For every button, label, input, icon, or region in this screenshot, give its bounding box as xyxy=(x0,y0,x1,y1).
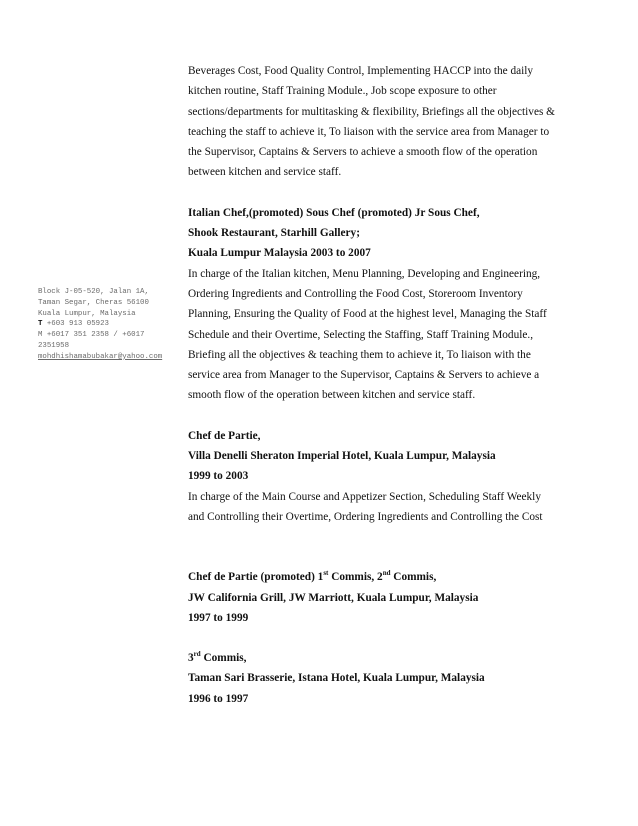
job-title: Chef de Partie (promoted) 1st Commis, 2nd Commis, xyxy=(188,569,437,584)
job-title: Chef de Partie, xyxy=(188,429,261,442)
job-dates: 1997 to 1999 xyxy=(188,611,249,624)
intro-paragraph xyxy=(188,61,568,183)
job-desc-line: Briefing all the objectives & teaching them to achieve it, To liaison with the xyxy=(188,348,531,361)
job-desc-line: Schedule and their Overtime, Selecting the Staffing, Staff Training Module., xyxy=(188,328,534,341)
job-entry-jw-california-grill xyxy=(188,567,568,628)
email-link[interactable]: mohdhishamabubakar@yahoo.com xyxy=(38,352,163,361)
mobile-line-2: 2351958 xyxy=(38,341,70,350)
mobile-line-1: M +6017 351 2358 / +6017 xyxy=(38,331,145,340)
job-desc-line: service area from Manager to the Supervisor, Captains & Servers to achieve a xyxy=(188,369,540,382)
intro-line: sections/departments for multitasking & flexibility, Briefings all the objectives & xyxy=(188,105,555,118)
job-place: JW California Grill, JW Marriott, Kuala Lumpur, Malaysia xyxy=(188,591,479,604)
job-title: 3rd Commis, xyxy=(188,650,247,665)
job-desc-line: Planning, Ensuring the Quality of Food at the highest level, Managing the Staff xyxy=(188,308,547,321)
experience-section xyxy=(188,61,568,709)
intro-line: Beverages Cost, Food Quality Control, Implementing HACCP into the daily xyxy=(188,65,534,77)
intro-line: kitchen routine, Staff Training Module., Job scope exposure to other xyxy=(188,85,497,98)
job-entry-italian-chef xyxy=(188,203,568,406)
job-dates: 1999 to 2003 xyxy=(188,470,249,483)
job-title: Italian Chef,(promoted) Sous Chef (promoted) Jr Sous Chef, xyxy=(188,206,480,219)
job-desc-line: smooth flow of the operation between kitchen and service staff. xyxy=(188,389,476,402)
job-dates: 1996 to 1997 xyxy=(188,692,249,705)
intro-line: between kitchen and service staff. xyxy=(188,166,342,179)
intro-line: the Supervisor, Captains & Servers to achieve a smooth flow of the operation xyxy=(188,146,538,159)
job-desc-line: In charge of the Italian kitchen, Menu Planning, Developing and Engineering, xyxy=(188,267,541,280)
job-entry-chef-de-partie xyxy=(188,426,568,527)
job-desc-line: and Controlling their Overtime, Ordering Ingredients and Controlling the Cost xyxy=(188,510,543,523)
job-place: Shook Restaurant, Starhill Gallery; xyxy=(188,227,360,240)
job-place: Villa Denelli Sheraton Imperial Hotel, Kuala Lumpur, Malaysia xyxy=(188,450,496,463)
job-dates: Kuala Lumpur Malaysia 2003 to 2007 xyxy=(188,247,371,260)
telephone xyxy=(38,319,178,330)
contact-sidebar xyxy=(38,287,178,363)
address-line-3: Kuala Lumpur, Malaysia xyxy=(38,309,136,318)
job-place: Taman Sari Brasserie, Istana Hotel, Kuala Lumpur, Malaysia xyxy=(188,672,485,685)
job-desc-line: Ordering Ingredients and Controlling the Food Cost, Storeroom Inventory xyxy=(188,287,523,300)
telephone-number: +603 913 05923 xyxy=(42,320,109,329)
telephone-label: T xyxy=(38,320,43,329)
job-desc-line: In charge of the Main Course and Appetizer Section, Scheduling Staff Weekly xyxy=(188,490,541,503)
intro-line: teaching the staff to achieve it, To liaison with the service area from Manager to xyxy=(188,125,550,138)
address-line-2: Taman Segar, Cheras 56100 xyxy=(38,298,149,307)
address-line-1: Block J-05-520, Jalan 1A, xyxy=(38,288,149,296)
job-entry-taman-sari xyxy=(188,648,568,709)
